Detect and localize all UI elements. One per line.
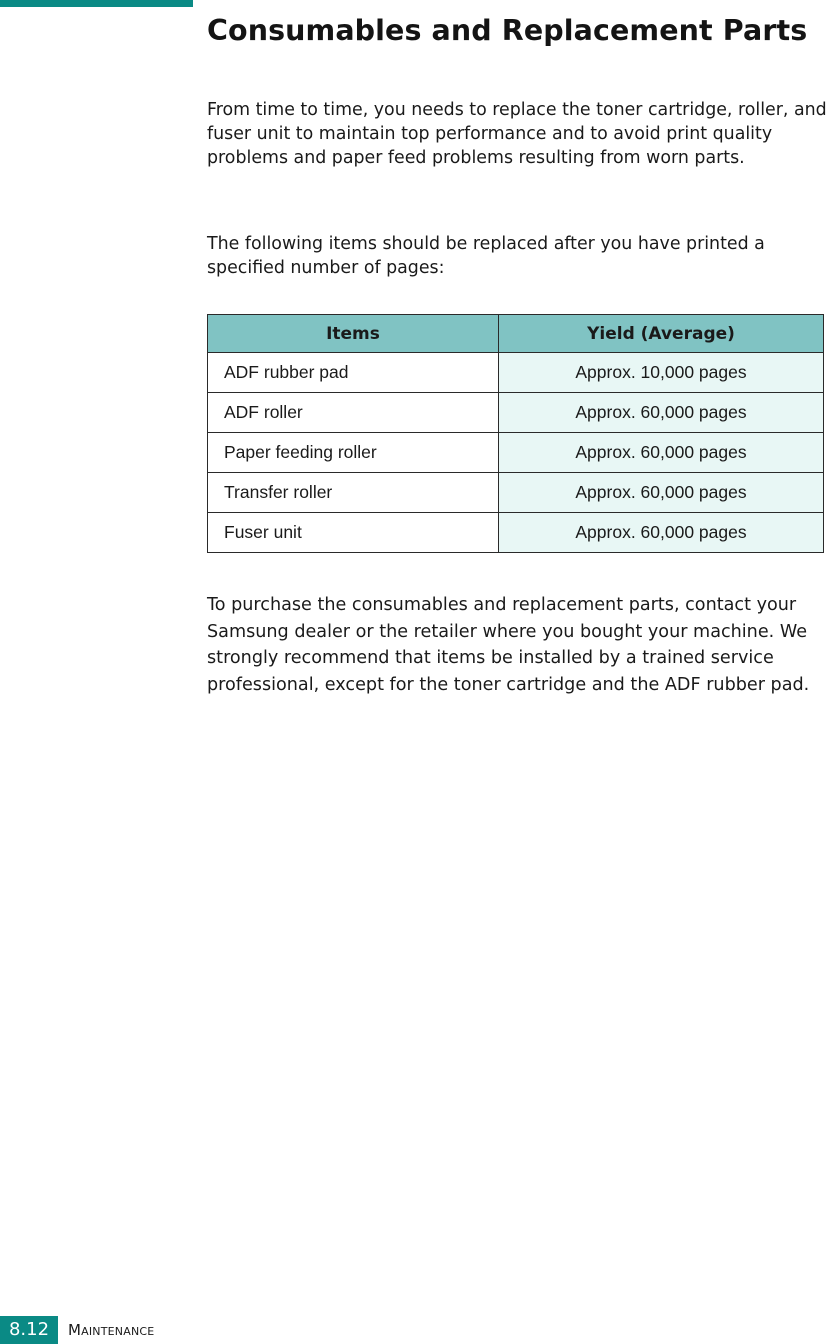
table-row (208, 473, 824, 513)
intro-paragraph: From time to time, you needs to replace the toner cartridge, roller, and fuser unit to maintain top performance and to avoid print quality problems and paper feed problems resulting from worn parts. (207, 100, 827, 168)
section-name: Maintenance (68, 1321, 155, 1339)
yield-cell: Approx. 60,000 pages (499, 513, 824, 553)
instruction-paragraph: The following items should be replaced after you have printed a specified number of pages: (207, 234, 765, 278)
header-yield: Yield (Average) (499, 315, 824, 353)
item-cell: ADF roller (208, 393, 499, 433)
item-cell: Paper feeding roller (208, 433, 499, 473)
page-title: Consumables and Replacement Parts (207, 14, 808, 47)
purchase-paragraph: To purchase the consumables and replacement parts, contact your Samsung dealer or the retailer where you bought your machine. We strongly recommend that items be installed by a trained service professional, except for the toner cartridge and the ADF rubber pad. (207, 595, 810, 695)
yield-cell: Approx. 60,000 pages (499, 473, 824, 513)
table-row (208, 353, 824, 393)
table-row (208, 393, 824, 433)
table-header-row (208, 315, 824, 353)
yield-cell: Approx. 60,000 pages (499, 393, 824, 433)
item-cell: Fuser unit (208, 513, 499, 553)
table-row (208, 513, 824, 553)
table-row (208, 433, 824, 473)
top-accent-bar (0, 0, 193, 7)
item-cell: Transfer roller (208, 473, 499, 513)
item-cell: ADF rubber pad (208, 353, 499, 393)
yield-cell: Approx. 60,000 pages (499, 433, 824, 473)
yield-cell: Approx. 10,000 pages (499, 353, 824, 393)
yield-table (207, 314, 824, 553)
header-items: Items (208, 315, 499, 353)
page-number: 8.12 (0, 1316, 58, 1344)
